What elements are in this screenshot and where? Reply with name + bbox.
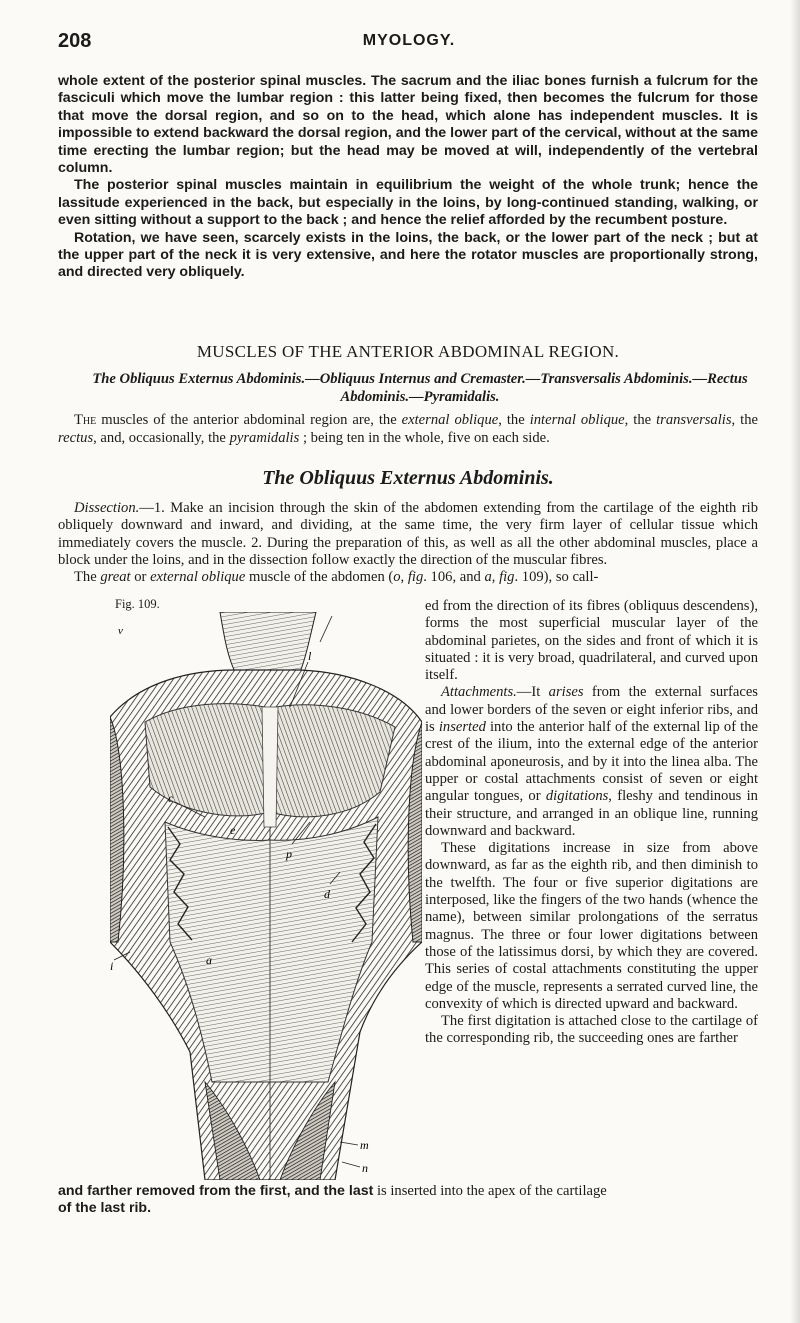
intro-small-caps: The xyxy=(74,412,97,428)
term-great: great xyxy=(100,569,131,586)
intro-paragraph xyxy=(58,411,758,447)
figure-letter: p xyxy=(286,847,292,861)
paragraph: whole extent of the posterior spinal muscles. The sacrum and the iliac bones furnish a fulcrum for the fasciculi which move the lumbar region : this latter being fixed, then becomes the fulcrum for those that move the dorsal region, and so on to the head, which alone has independent muscles. It is impossible to extend backward the dorsal region, and the lower part of the cervical, without at the same time erecting the lumbar region; but the head may be moved at will, independently of the vertebral column. xyxy=(58,73,758,177)
term-pyramidalis: pyramidalis xyxy=(229,430,300,446)
attachments-paragraph xyxy=(425,684,758,840)
anatomical-figure xyxy=(110,612,422,1180)
figure-letter: i xyxy=(110,959,114,973)
text-run: . 106, and xyxy=(423,569,485,586)
term-rectus: rectus xyxy=(58,430,94,446)
text-run: from the external surfaces and lower borders of the seven or eight inferior ribs, and is xyxy=(425,684,758,736)
term-internal-oblique: internal oblique xyxy=(529,412,625,428)
figure-letter: c xyxy=(168,791,174,805)
figure-letter: n xyxy=(362,1161,368,1175)
text-run: and farther removed from the first, and the last xyxy=(58,1183,374,1199)
continued-paragraphs xyxy=(58,73,758,282)
figure-letter: a xyxy=(206,953,212,967)
attachments-label: Attachments. xyxy=(441,684,517,701)
text-run: The xyxy=(74,569,101,586)
term-inserted: inserted xyxy=(438,719,486,736)
text-run: of the last rib. xyxy=(58,1200,152,1217)
term-transversalis: transversalis xyxy=(656,412,732,428)
dissection-paragraph xyxy=(58,500,758,586)
section-subtitle: The Obliquus Externus Abdominis.—Obliquus Internus and Cremaster.—Transversalis Abdominis.—Rectus Abdominis.—Pyramidalis. xyxy=(92,371,748,405)
figure-label: Fig. 109. xyxy=(115,597,160,611)
intro-text: , the xyxy=(498,412,530,428)
page-header xyxy=(58,30,760,56)
paragraph: These digitations increase in size from above downward, as far as the eighth rib, and then diminish to the twelfth. The four or five superior digitations are interposed, like the fingers of the two hands (whence the name), between similar prolongations of the serratus magnus. The three or four lower digitations between those of the latissimus dorsi, by which they are covered. This series of costal attachments constituting the upper edge of the muscle, represents a serrated curved line, the convexity of which is directed upward and backward. xyxy=(425,840,758,1012)
torso-illustration xyxy=(110,612,422,1180)
term-digitations: digitations xyxy=(545,788,609,805)
paragraph: The posterior spinal muscles maintain in equilibrium the weight of the whole trunk; hence the lassitude experienced in the back, but especially in the loins, by long-continued standing, walking, or even sitting without a support to the back ; and hence the relief afforded by the recumbent posture. xyxy=(58,177,758,229)
text-run: —It xyxy=(516,684,549,701)
text-run: into the anterior half of the external lip of the crest of the ilium, into the external edge of the anterior abdominal aponeurosis, and by it into the linea alba. The upper or costal attachments consist of seven or eight angular tongues, or xyxy=(425,719,758,805)
paragraph: The first digitation is attached close to the cartilage of the corresponding rib, the succeeding ones are farther xyxy=(425,1013,758,1047)
paragraph: Rotation, we have seen, scarcely exists in the loins, the back, or the lower part of the neck ; but at the upper part of the neck it is very extensive, and here the rotator muscles are proportionally strong, and directed very obliquely. xyxy=(58,229,758,281)
fig-ref: fig xyxy=(499,569,515,586)
figure-letter: v xyxy=(118,625,123,637)
text-run: . 109), so call- xyxy=(514,569,599,586)
right-column-text xyxy=(425,598,758,1048)
text-run: , xyxy=(400,569,408,586)
ref-letter: a xyxy=(484,569,492,586)
term-arises: arises xyxy=(548,684,584,701)
intro-text: muscles of the anterior abdominal region are, the xyxy=(96,412,402,428)
running-head: MYOLOGY. xyxy=(362,32,456,49)
muscle-title: The Obliquus Externus Abdominis. xyxy=(262,467,554,489)
intro-text: , the xyxy=(624,412,657,428)
fig-ref: fig xyxy=(407,569,424,586)
intro-text: , and, occasionally, the xyxy=(93,430,230,446)
figure-letter: m xyxy=(360,1138,369,1152)
paragraph: ed from the direction of its fibres (obliquus descendens), forms the most superficial muscular layer of the abdominal parietes, on the sides and front of which it is situated : it is very broad, quadrilateral, and curved upon itself. xyxy=(425,598,758,684)
intro-text: , the xyxy=(731,412,758,428)
page-number: 208 xyxy=(58,30,92,52)
closing-lines xyxy=(58,1183,758,1218)
figure-letter: e xyxy=(230,823,236,837)
section-title: MUSCLES OF THE ANTERIOR ABDOMINAL REGION. xyxy=(196,342,620,361)
dissection-label: Dissection. xyxy=(74,500,140,516)
page-edge-shadow xyxy=(790,0,800,1323)
term-external-oblique: external oblique xyxy=(401,412,499,428)
figure-letter: l xyxy=(308,649,312,663)
intro-text: ; being ten in the whole, five on each side. xyxy=(299,430,550,446)
text-run: muscle of the abdomen ( xyxy=(245,569,394,586)
text-run: or xyxy=(130,569,151,586)
term-external-oblique: external oblique xyxy=(150,569,246,586)
text-run: , fleshy and tendinous in their structure, and arranged in an oblique line, running downward and backward. xyxy=(425,788,758,839)
text-run: , xyxy=(491,569,500,586)
ref-letter: o xyxy=(393,569,401,586)
figure-letter: d xyxy=(324,887,330,901)
text-run: is inserted into the apex of the cartilage xyxy=(373,1183,607,1199)
dissection-text: —1. Make an incision through the skin of the abdomen extending from the cartilage of the eighth rib obliquely downward and inward, and dividing, at the same time, the very firm layer of cellular tissue which immediately covers the muscle. 2. During the preparation of this, as well as all the other abdominal muscles, place a block under the loins, and in the dissection follow exactly the direction of the muscular fibres. xyxy=(58,500,758,568)
